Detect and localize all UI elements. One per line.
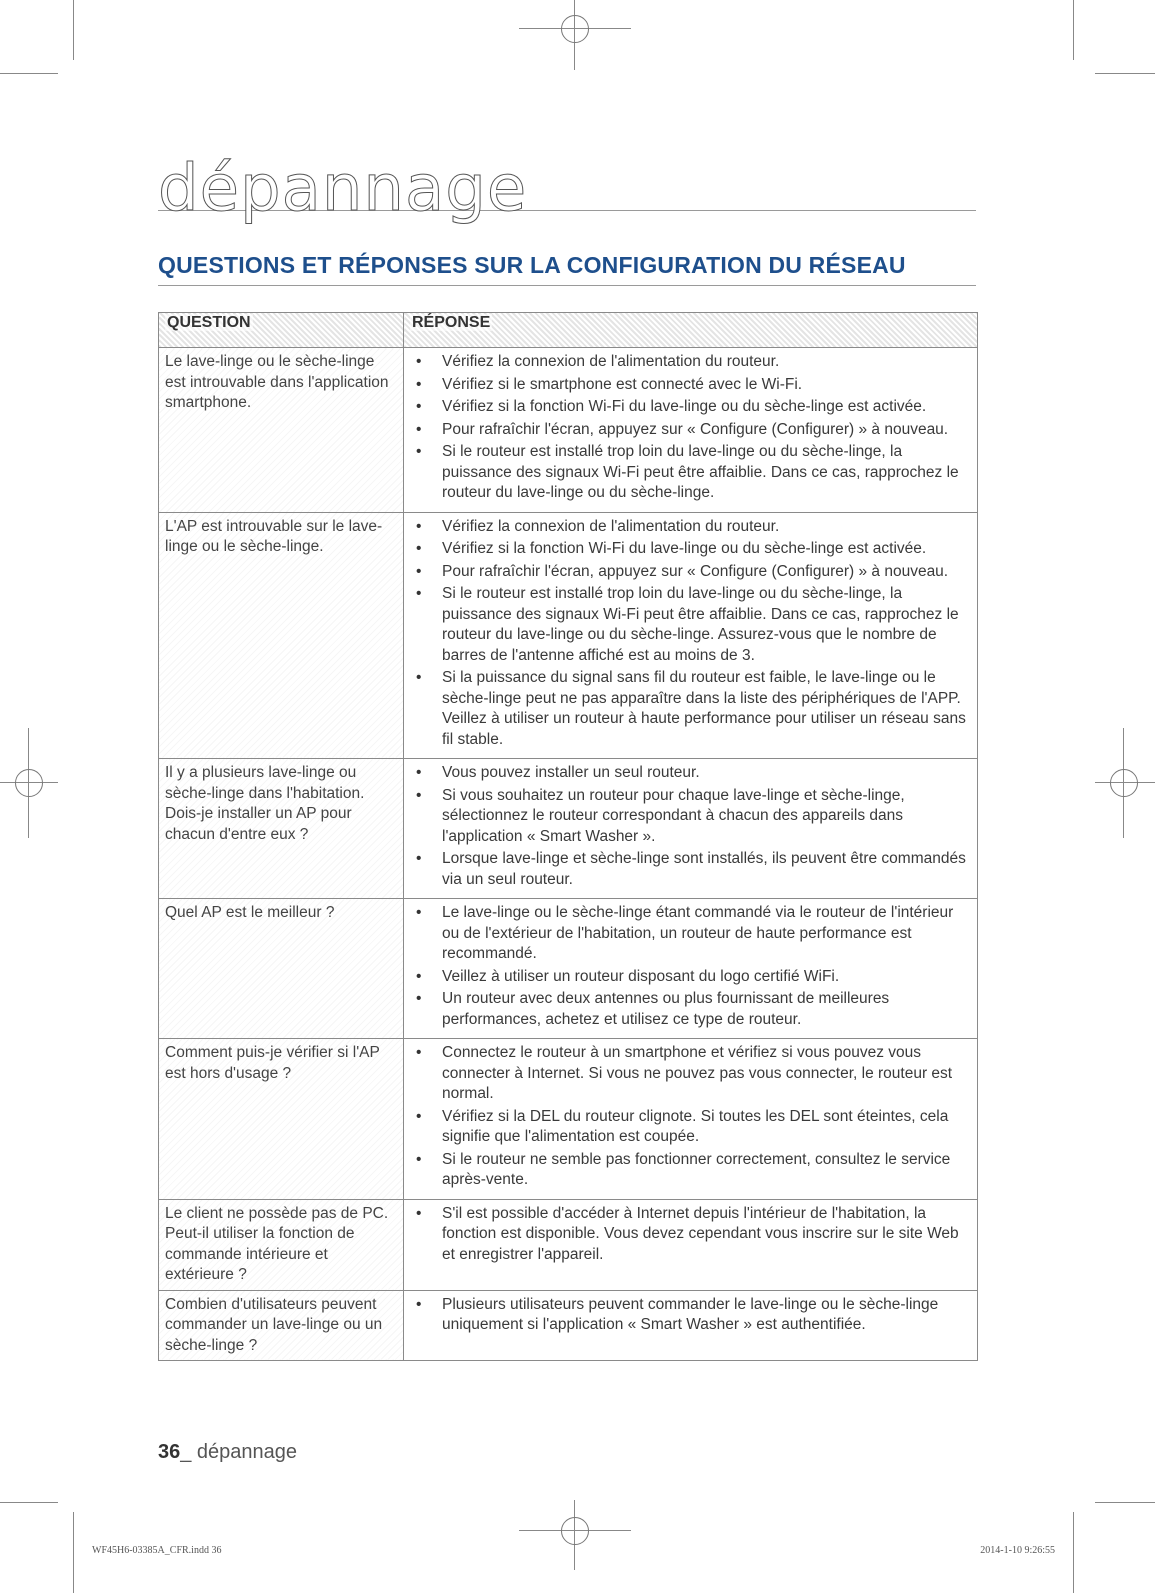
crop-mark [1095,1502,1155,1503]
table-row [159,899,978,1039]
answer-cell [404,1039,978,1200]
print-slug-datetime: 2014-1-10 9:26:55 [980,1545,1055,1556]
crop-mark [0,73,58,74]
answer-item: • Connectez le routeur à un smartphone et vérifiez si vous pouvez vous connecter à Internet. Si vous ne pouvez pas vous connecter, le routeur est normal. [412,1043,967,1105]
answer-item: • Vérifiez si la DEL du routeur clignote. Si toutes les DEL sont éteintes, cela signifie que l'alimentation est coupée. [412,1107,967,1148]
footer-label: _ dépannage [180,1441,298,1463]
page-title: dépannage [158,152,528,226]
answer-item: • Vérifiez la connexion de l'alimentation du routeur. [412,517,967,538]
section-heading: QUESTIONS ET RÉPONSES SUR LA CONFIGURATION DU RÉSEAU [158,252,976,286]
table-row [159,348,978,513]
print-slug-file: WF45H6-03385A_CFR.indd 36 [92,1545,222,1556]
question-cell: Le lave-linge ou le sèche-linge est introuvable dans l'application smartphone. [159,348,404,513]
answer-item: • Si la puissance du signal sans fil du routeur est faible, le lave-linge ou le sèche-linge peut ne pas apparaître dans la liste des périphériques de l'APP. Veillez à utiliser un routeur à haute performance pour utiliser un réseau sans fil stable. [412,668,967,750]
crop-mark [1073,0,1074,60]
answer-item: • Vérifiez la connexion de l'alimentation du routeur. [412,352,967,373]
crop-mark [1073,1512,1074,1593]
question-cell: Quel AP est le meilleur ? [159,899,404,1039]
question-cell: Le client ne possède pas de PC. Peut-il utiliser la fonction de commande intérieure et extérieure ? [159,1199,404,1290]
answer-item: • Le lave-linge ou le sèche-linge étant commandé via le routeur de l'intérieur ou de l'extérieur de l'habitation, un routeur de haute performance est recommandé. [412,903,967,965]
answer-item: • Vérifiez si la fonction Wi-Fi du lave-linge ou du sèche-linge est activée. [412,539,967,560]
question-cell: L'AP est introuvable sur le lave-linge ou le sèche-linge. [159,512,404,759]
answer-cell [404,348,978,513]
column-header-answer: RÉPONSE [404,313,978,348]
answer-item: • Si vous souhaitez un routeur pour chaque lave-linge et sèche-linge, sélectionnez le routeur correspondant à chacun des appareils dans l'application « Smart Washer ». [412,786,967,848]
answer-item: • Veillez à utiliser un routeur disposant du logo certifié WiFi. [412,967,967,988]
answer-item: • Pour rafraîchir l'écran, appuyez sur « Configure (Configurer) » à nouveau. [412,562,967,583]
answer-cell [404,1199,978,1290]
answer-item: • Vérifiez si le smartphone est connecté avec le Wi-Fi. [412,375,967,396]
answer-cell [404,899,978,1039]
question-cell: Comment puis-je vérifier si l'AP est hors d'usage ? [159,1039,404,1200]
question-cell: Combien d'utilisateurs peuvent commander un lave-linge ou un sèche-linge ? [159,1290,404,1361]
answer-cell [404,759,978,899]
crop-mark [73,1512,74,1593]
crop-mark [0,1502,58,1503]
table-row [159,512,978,759]
answer-item: • Un routeur avec deux antennes ou plus fournissant de meilleures performances, achetez et utilisez ce type de routeur. [412,989,967,1030]
answer-item: • Si le routeur ne semble pas fonctionner correctement, consultez le service après-vente. [412,1150,967,1191]
answer-item: • Plusieurs utilisateurs peuvent commander le lave-linge ou le sèche-linge uniquement si l'application « Smart Washer » est authentifiée. [412,1295,967,1336]
answer-item: • Pour rafraîchir l'écran, appuyez sur « Configure (Configurer) » à nouveau. [412,420,967,441]
answer-item: • Vérifiez si la fonction Wi-Fi du lave-linge ou du sèche-linge est activée. [412,397,967,418]
qa-table [158,312,978,1361]
answer-item: • Si le routeur est installé trop loin du lave-linge ou du sèche-linge, la puissance des signaux Wi-Fi peut être affaiblie. Dans ce cas, rapprochez le routeur du lave-linge ou du sèche-linge. Assurez-vous que le nombre de barres de l'antenne affiché est au moins de 3. [412,584,967,666]
answer-item: • S'il est possible d'accéder à Internet depuis l'intérieur de l'habitation, la fonction est disponible. Vous devez cependant vous inscrire sur le site Web et enregistrer l'appareil. [412,1204,967,1266]
table-row [159,759,978,899]
question-cell: Il y a plusieurs lave-linge ou sèche-linge dans l'habitation. Dois-je installer un AP pour chacun d'entre eux ? [159,759,404,899]
table-row [159,1199,978,1290]
answer-cell [404,1290,978,1361]
answer-item: • Vous pouvez installer un seul routeur. [412,763,967,784]
column-header-question: QUESTION [159,313,404,348]
answer-item: • Lorsque lave-linge et sèche-linge sont installés, ils peuvent être commandés via un seul routeur. [412,849,967,890]
page-title-block [158,138,976,226]
table-header-row [159,313,978,348]
table-row [159,1290,978,1361]
answer-item: • Si le routeur est installé trop loin du lave-linge ou du sèche-linge, la puissance des signaux Wi-Fi peut être affaiblie. Dans ce cas, rapprochez le routeur du lave-linge ou du sèche-linge. [412,442,967,504]
answer-cell [404,512,978,759]
page-number: 36 [158,1441,181,1463]
crop-mark [1095,73,1155,74]
page-footer [158,1441,297,1464]
table-row [159,1039,978,1200]
crop-mark [73,0,74,60]
